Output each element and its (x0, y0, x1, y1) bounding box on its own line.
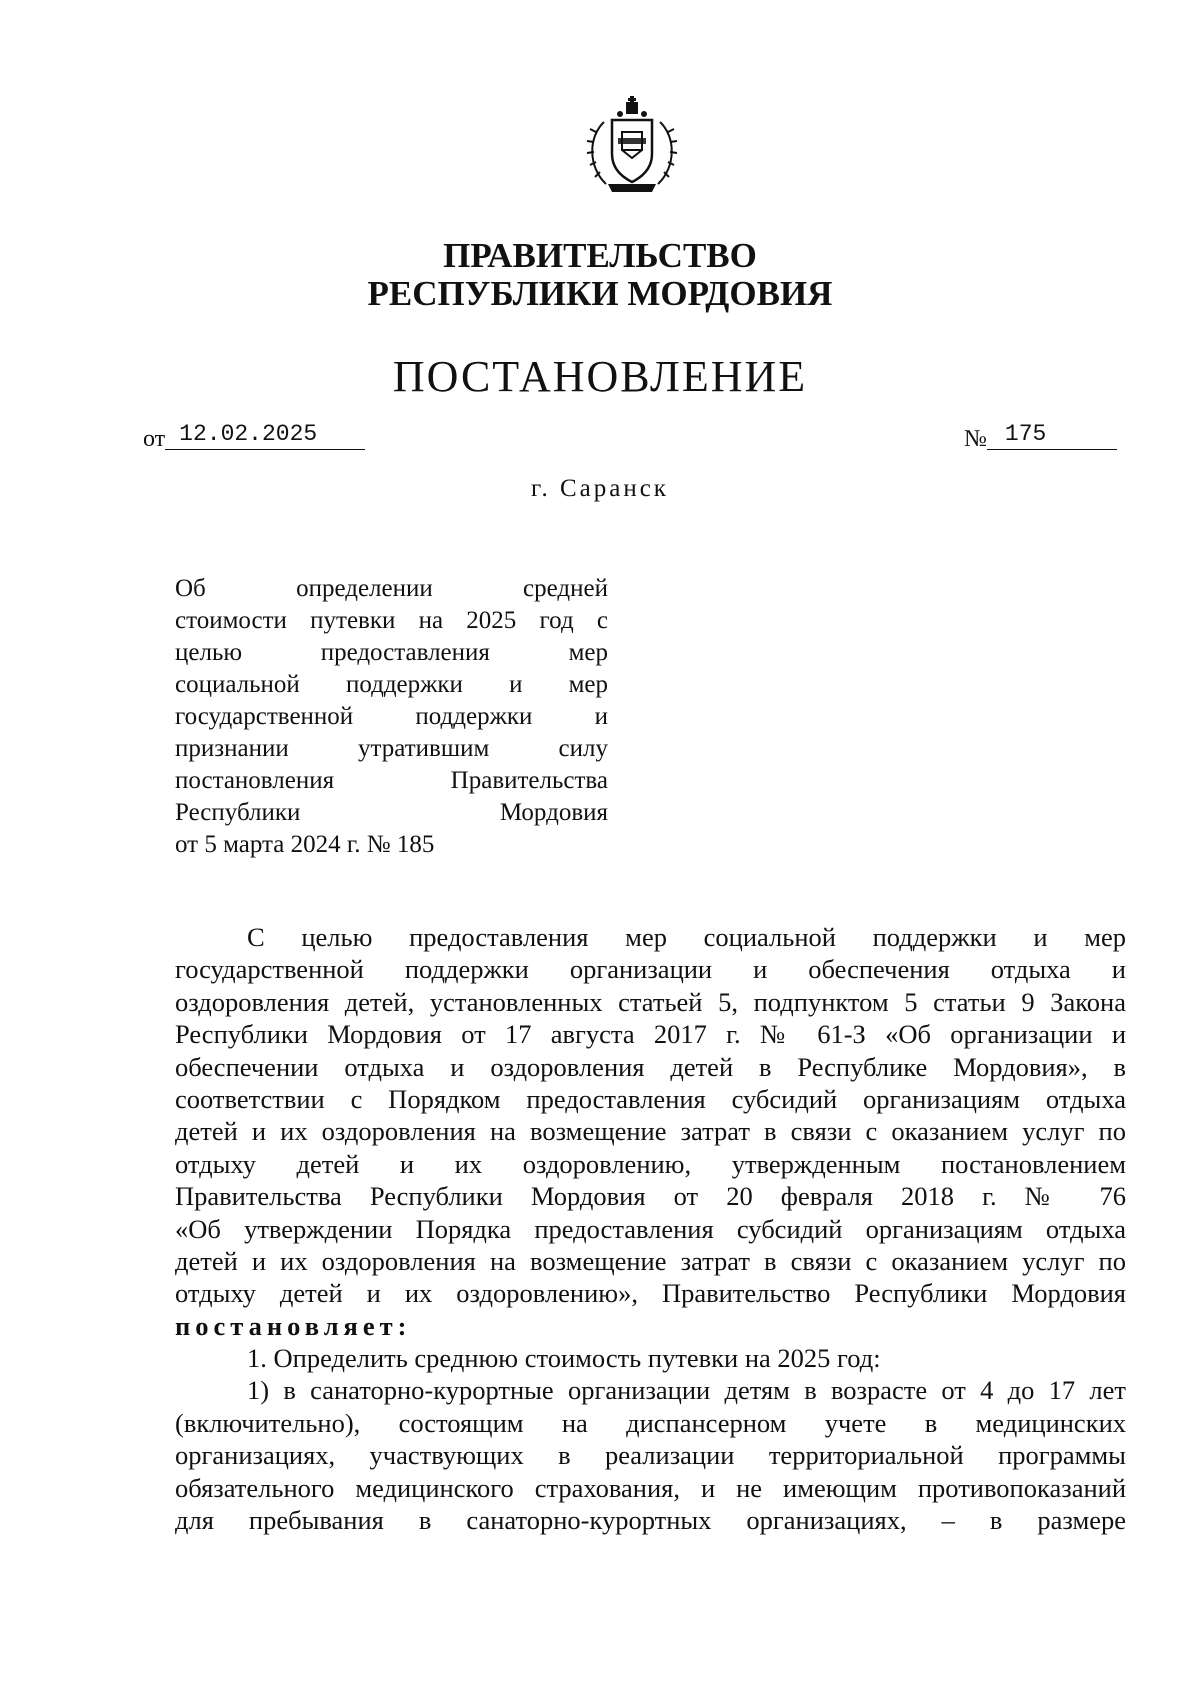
date-value: 12.02.2025 (165, 419, 365, 450)
body-line (175, 1310, 1126, 1342)
body-line: детей и их оздоровления на возмещение затрат в связи с оказанием услуг по (175, 1245, 1126, 1276)
subject-line: стоимости путевки на 2025 год с (175, 607, 608, 634)
document-type-title: ПОСТАНОВЛЕНИЕ (392, 352, 808, 401)
document-body (175, 921, 1126, 1536)
date-prefix: от (143, 426, 166, 452)
subject-line: целью предоставления мер (175, 639, 608, 666)
item-1-1-line: (включительно), состоящим на диспансерном учете в медицинских (175, 1407, 1126, 1438)
body-line: отдыху детей и их оздоровлению, утвержденным постановлением (175, 1148, 1126, 1179)
item-1: 1. Определить среднюю стоимость путевки на 2025 год: (247, 1343, 881, 1374)
government-name-line2: РЕСПУБЛИКИ МОРДОВИЯ (367, 274, 833, 313)
item-1-1-line: обязательного медицинского страхования, и не имеющим противопоказаний (175, 1472, 1126, 1503)
number-prefix: № (964, 426, 987, 452)
government-name-line1: ПРАВИТЕЛЬСТВО (443, 236, 757, 275)
body-line: детей и их оздоровления на возмещение затрат в связи с оказанием услуг по (175, 1116, 1126, 1147)
body-line: соответствии с Порядком предоставления субсидий организациям отдыха (175, 1083, 1126, 1114)
subject-line: постановления Правительства (175, 767, 608, 794)
body-line: обеспечении отдыха и оздоровления детей в Республике Мордовия», в (175, 1051, 1126, 1082)
body-line: отдыху детей и их оздоровлению», Правительство Республики Мордовия (175, 1278, 1126, 1309)
number-value: 175 (987, 419, 1117, 450)
document-subject (175, 573, 608, 861)
number-field (964, 421, 1117, 456)
body-line: государственной поддержки организации и обеспечения отдыха и (175, 954, 1126, 985)
subject-line: от 5 марта 2024 г. № 185 (175, 831, 435, 858)
body-line: оздоровления детей, установленных статьей 5, подпунктом 5 статьи 9 Закона (175, 986, 1126, 1017)
subject-line: признании утратившим силу (175, 735, 608, 762)
date-field (143, 421, 365, 456)
subject-line: Республики Мордовия (175, 799, 608, 826)
body-line: Республики Мордовия от 17 августа 2017 г. № 61-З «Об организации и (175, 1019, 1126, 1050)
decree-word: постановляет: (175, 1310, 412, 1341)
coat-of-arms-icon (582, 92, 682, 202)
body-line: С целью предоставления мер социальной поддержки и мер (247, 922, 1126, 952)
body-line: «Об утверждении Порядка предоставления субсидий организациям отдыха (175, 1213, 1126, 1244)
item-1-1-line: организациях, участвующих в реализации территориальной программы (175, 1440, 1126, 1471)
item-1-1-line: 1) в санаторно-курортные организации детям в возрасте от 4 до 17 лет (247, 1375, 1126, 1406)
subject-line: государственной поддержки и (175, 703, 608, 730)
subject-line: Об определении средней (175, 575, 608, 602)
body-line: Правительства Республики Мордовия от 20 февраля 2018 г. № 76 (175, 1181, 1126, 1212)
subject-line: социальной поддержки и мер (175, 671, 608, 698)
item-1-1-line: для пребывания в санаторно-курортных организациях, – в размере (175, 1505, 1126, 1536)
city-name: г. Саранск (531, 475, 669, 502)
